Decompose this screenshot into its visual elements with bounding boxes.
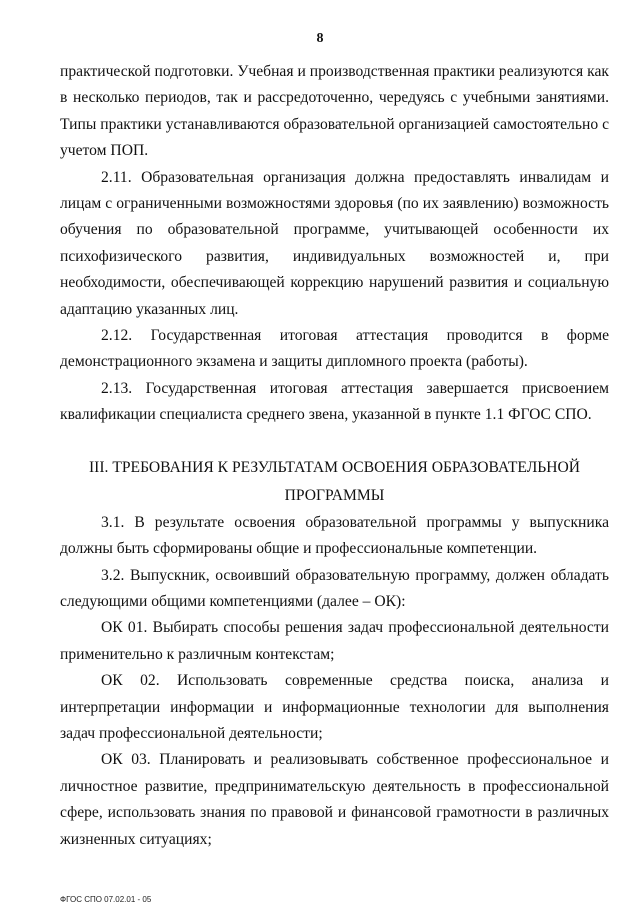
paragraph-3-1: 3.1. В результате освоения образовательной программы у выпускника должны быть сформированы общие и профессиональные компетенции. xyxy=(60,513,609,558)
paragraph-practice-continuation: практической подготовки. Учебная и производственная практики реализуются как в несколько периодов, так и рассредоточенно, чередуясь с учебными занятиями. Типы практики устанавливаются образовательной организацией самостоятельно с учетом ПОП. xyxy=(60,63,609,160)
paragraph-ok-02: ОК 02. Использовать современные средства поиска, анализа и интерпретации информации и информационные технологии для выполнения задач профессиональной деятельности; xyxy=(60,672,609,742)
document-footer: ФГОС СПО 07.02.01 - 05 xyxy=(60,895,152,904)
paragraph-2-12: 2.12. Государственная итоговая аттестация проводится в форме демонстрационного экзамена и защиты дипломного проекта (работы). xyxy=(60,327,609,371)
paragraph-ok-03: ОК 03. Планировать и реализовывать собственное профессиональное и личностное развитие, предпринимательскую деятельность в профессиональной сфере, использовать знания по правовой и финансовой грамотности в различных жизненных ситуациях; xyxy=(60,751,609,848)
paragraph-2-11: 2.11. Образовательная организация должна предоставлять инвалидам и лицам с ограниченными возможностями здоровья (по их заявлению) возможность обучения по образовательной программе, учитывающей особенности их психофизического развития, индивидуальных возможностей и, при необходимости, обеспечивающей коррекцию нарушений развития и социальную адаптацию указанных лиц. xyxy=(60,168,609,318)
paragraph-3-2: 3.2. Выпускник, освоивший образовательную программу, должен обладать следующими общими компетенциями (далее – ОК): xyxy=(60,566,609,610)
document-body xyxy=(60,59,609,853)
page-number: 8 xyxy=(316,31,324,46)
section-heading: III. ТРЕБОВАНИЯ К РЕЗУЛЬТАТАМ ОСВОЕНИЯ ОБРАЗОВАТЕЛЬНОЙ ПРОГРАММЫ xyxy=(88,458,581,504)
paragraph-2-13: 2.13. Государственная итоговая аттестация завершается присвоением квалификации специалиста среднего звена, указанной в пункте 1.1 ФГОС СПО. xyxy=(60,379,609,424)
paragraph-ok-01: ОК 01. Выбирать способы решения задач профессиональной деятельности применительно к различным контекстам; xyxy=(60,619,609,663)
